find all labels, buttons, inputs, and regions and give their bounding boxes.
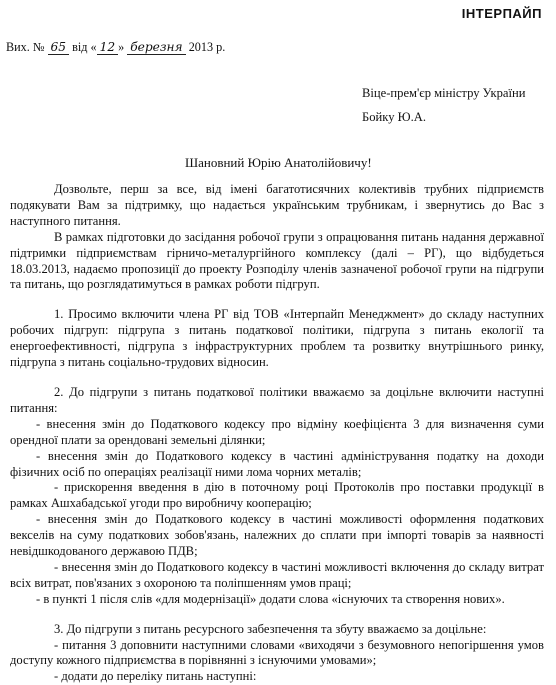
list-item: - внесення змін до Податкового кодексу в частині адміністрування податку на доходи фізичних осіб по операціях реалізації ними лома чорних металів; xyxy=(10,448,544,479)
salutation: Шановний Юрію Анатолійовичу! xyxy=(185,155,372,170)
list-item: - прискорення введення в дію в поточному році Протоколів про поставки продукції в рамках Ашхабадської угоди про виробничу кооперацію; xyxy=(10,480,544,511)
list-item: - внесення змін до Податкового кодексу про відміну коефіцієнта 3 для визначення суми орендної плати за орендовані земельні ділянки; xyxy=(10,416,544,447)
paragraph-intro: Дозвольте, перш за все, від імені багатотисячних колективів трубних підприємств подякувати Вам за підтримку, що надається українським трубникам, і звернутись до Вас з наступного питання. xyxy=(10,182,544,228)
list-item: - внесення змін до Податкового кодексу в частині можливості оформлення податкових векселів на суму податкових зобов'язань, належних до сплати при імпорті товарів за наявності невідшкодованого державою ПДВ; xyxy=(10,512,544,559)
addressee-position: Віце-прем'єр міністру України xyxy=(362,86,526,100)
paragraph-context: В рамках підготовки до засідання робочої групи з опрацювання питань надання державної підтримки підприємствам гірничо-металургійного комплексу (далі – РГ), що відбудеться 18.03.2013, надаємо пропозиції до проекту Розподілу членів зазначеної робочої групи на підгрупи та питань, що розглядатимуться в рамках роботи підгруп. xyxy=(10,229,544,292)
company-logo: ІНТЕРПАЙП xyxy=(461,6,542,21)
outgoing-number: 65 xyxy=(48,40,70,55)
outgoing-number-line xyxy=(6,40,225,55)
list-item: - додати до переліку питань наступні: xyxy=(54,669,257,684)
date-from: від « xyxy=(72,40,97,54)
date-mid: » xyxy=(118,40,125,54)
paragraph-item-3: 3. До підгрупи з питань ресурсного забезпечення та збуту вважаємо за доцільне: xyxy=(54,621,487,636)
outgoing-prefix: Вих. № xyxy=(6,40,45,54)
paragraph-item-1: 1. Просимо включити члена РГ від ТОВ «Інтерпайп Менеджмент» до складу наступних робочих підгруп: підгрупа з питань податкової політики, підгрупа з питань екології та енергоефективності, підгрупа з інфраструктурних проблем та розвитку внутрішнього ринку, підгрупа з питань соціально-трудових відносин. xyxy=(10,307,544,370)
date-year: 2013 р. xyxy=(188,40,226,54)
letter-body xyxy=(10,182,544,685)
list-item: - внесення змін до Податкового кодексу в частині можливості включення до складу витрат всіх витрат, пов'язаних з охороною та поліпшенням умов праці; xyxy=(10,559,544,590)
date-month: березня xyxy=(127,40,185,55)
list-item: - питання 3 доповнити наступними словами «виходячи з безумовного непогіршення умов доступу кожного підприємства в порівнянні з існуючими умовами»; xyxy=(10,637,544,668)
list-item: - в пункті 1 після слів «для модернізації» додати слова «існуючих та створення нових». xyxy=(36,591,505,606)
date-day: 12 xyxy=(97,40,119,55)
paragraph-item-2: 2. До підгрупи з питань податкової політики вважаємо за доцільне включити наступні питання: xyxy=(10,384,544,415)
addressee-name: Бойку Ю.А. xyxy=(362,110,426,124)
